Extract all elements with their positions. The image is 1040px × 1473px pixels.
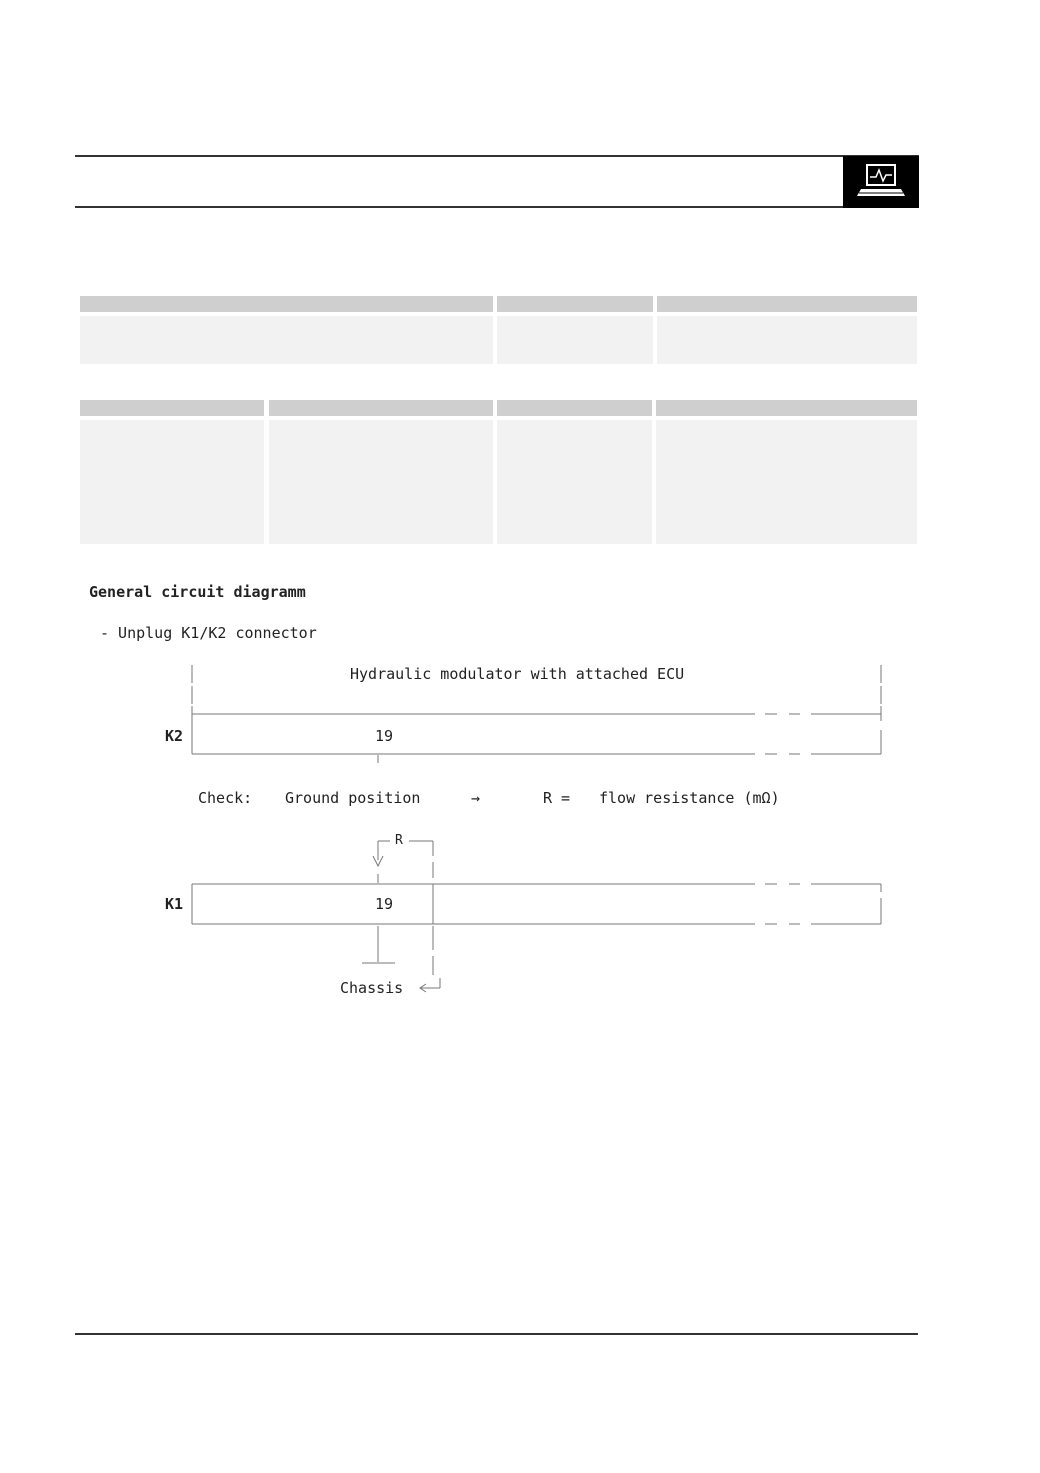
r-marker: R [395,833,403,848]
pin-k1: 19 [375,895,394,913]
check-result: flow resistance (mΩ) [599,789,780,807]
connector-k1-label: K1 [165,895,184,913]
r-equals: R = [543,789,571,807]
pin-k2: 19 [375,727,394,745]
chassis-label: Chassis [340,979,404,997]
check-position: Ground position [285,789,421,807]
connector-k2-label: K2 [165,727,184,745]
section-heading: General circuit diagramm [89,583,306,601]
module-label: Hydraulic modulator with attached ECU [350,665,685,683]
instruction-step: - Unplug K1/K2 connector [100,624,317,642]
footer-rule [75,1333,918,1335]
check-label: Check: [198,789,253,807]
arrow-right-icon: → [471,789,481,807]
